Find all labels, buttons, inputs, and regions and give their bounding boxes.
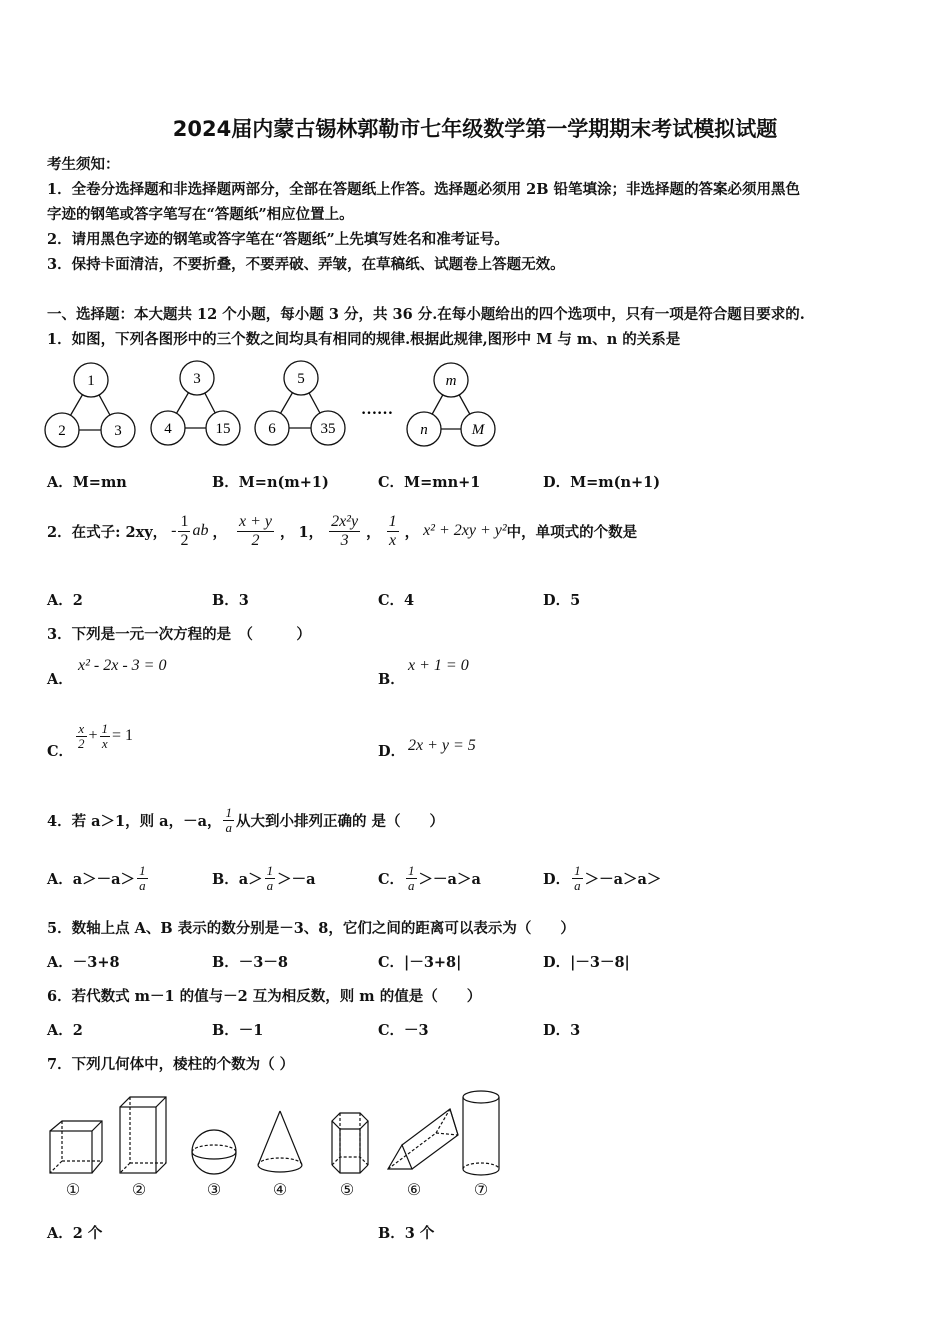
q4-option-c: [378, 856, 481, 900]
q7-solids-figure: [40, 1085, 520, 1203]
q2-expr5-den: x: [389, 531, 397, 549]
q1-fig1-top: 1: [87, 373, 95, 389]
q2-expr4-fraction: [329, 513, 360, 550]
q4-a-frac-num: 1: [139, 862, 146, 878]
q6-option-a: A．2: [47, 1022, 83, 1039]
q2-prefix: 2．在式子: 2xy，: [47, 523, 168, 541]
q6-option-d: D．3: [543, 1022, 581, 1039]
q4-d-fraction: [572, 864, 583, 893]
q1-figure-4: [407, 363, 495, 446]
q2-expr5-fraction: [387, 513, 399, 550]
q4-d-label: D．: [543, 870, 571, 888]
q3-c-frac2: [100, 722, 111, 751]
q1-option-c: C．M=mn+1: [378, 474, 481, 491]
q2-expr1-num: 1: [180, 512, 189, 530]
q2-stem: 2．在式子: 2xy， - $\frac{1}{2}$ ab ， $\frac{x + y}{2}$ ， 1， $\frac{\text{2x²y}}{3}$ ， $\frac{1}{x}$ ， x² + 2xy + y² 中，单项式的个数是: [47, 512, 638, 549]
solid-label-5: ⑤: [339, 1182, 355, 1199]
solid-label-2: ②: [131, 1182, 147, 1199]
q5-option-b: B．－3－8: [212, 954, 288, 971]
q2-expr6: x² + 2xy + y²: [423, 522, 507, 539]
q4-d-frac-num: 1: [574, 862, 581, 878]
q3-c-frac2-den: x: [101, 735, 108, 751]
q4-b-fraction: [265, 864, 276, 893]
q1-fig3-left: 6: [268, 421, 276, 437]
q3-c-frac1-den: 2: [78, 735, 85, 751]
q2-expr2-fraction: [237, 513, 274, 550]
q4-d-post: ＞－a＞a＞: [584, 870, 662, 888]
q1-figure-1: [45, 363, 135, 447]
q2-expr5-num: 1: [388, 512, 397, 530]
q3-c-frac2-num: 1: [101, 720, 109, 736]
q3-option-c-label: C．: [47, 743, 74, 760]
q4-c-post: ＞－a＞a: [418, 870, 481, 888]
sphere-shape: [192, 1130, 236, 1174]
q1-fig1-right: 3: [114, 423, 122, 439]
solid-label-4: ④: [272, 1182, 288, 1199]
notice-item-1-line-1: 1．全卷分选择题和非选择题两部分，全部在答题纸上作答。选择题必须用 2B 铅笔填涂；非选择题的答案必须用黑色: [47, 181, 801, 198]
q2-option-a: A．2: [47, 592, 83, 609]
q2-suffix: 中，单项式的个数是: [506, 523, 638, 541]
q4-b-pre: a＞: [238, 870, 263, 888]
q4-stem-frac-num: 1: [225, 804, 232, 820]
q1-fig2-left: 4: [164, 421, 172, 437]
q2-option-c: C．4: [378, 592, 415, 609]
notice-item-1-line-2: 字迹的钢笔或答字笔写在“答题纸”相应位置上。: [47, 206, 354, 223]
q1-stem: 1．如图，下列各图形中的三个数之间均具有相同的规律.根据此规律,图形中 M 与 m、n 的关系是: [47, 331, 681, 348]
q4-b-label: B．: [212, 870, 239, 888]
q2-expr2-den: 2: [251, 531, 260, 549]
cube-shape: [50, 1121, 102, 1173]
q1-fig3-top: 5: [297, 371, 305, 387]
notice-item-2: 2．请用黑色字迹的钢笔或答字笔在“答题纸”上先填写姓名和准考证号。: [47, 231, 509, 248]
solid-label-7: ⑦: [473, 1182, 489, 1199]
q1-fig4-left: n: [420, 422, 428, 438]
q4-a-fraction: [137, 864, 148, 893]
q1-fig1-left: 2: [58, 423, 66, 439]
q6-option-c: C．－3: [378, 1022, 429, 1039]
q4-stem-fraction: [223, 806, 234, 835]
q1-figure-2: [151, 361, 240, 445]
q4-option-a: [47, 856, 150, 900]
q2-option-d: D．5: [543, 592, 581, 609]
q3-c-tail: = 1: [112, 727, 134, 744]
q4-stem-b: 从大到小排列正确的 是（ ）: [235, 812, 445, 830]
q2-expr3: 1，: [298, 523, 324, 541]
q1-triangle-figures: [40, 358, 510, 454]
q3-c-frac1: [76, 722, 87, 751]
q3-option-b-label: B．: [378, 671, 405, 688]
q4-a-frac-den: a: [139, 877, 146, 893]
q4-option-b: [212, 856, 316, 900]
q1-option-d: D．M=m(n+1): [543, 474, 661, 491]
q3-option-b-expr: x + 1 = 0: [408, 657, 469, 674]
q7-option-b: B．3 个: [378, 1225, 435, 1242]
q4-c-label: C．: [378, 870, 405, 888]
notice-heading: 考生须知：: [47, 156, 120, 173]
cuboid-shape: [120, 1097, 166, 1173]
q4-a-pre: a＞－a＞: [72, 870, 136, 888]
q3-option-d-expr: 2x + y = 5: [408, 737, 476, 754]
q2-expr1-fraction: [178, 513, 190, 550]
q4-stem-frac-den: a: [225, 819, 232, 835]
cylinder-shape: [463, 1091, 499, 1175]
hexagonal-prism-shape: [332, 1113, 368, 1173]
q2-expr1-sign: -: [171, 522, 177, 539]
q1-fig2-right: 15: [215, 421, 231, 437]
q4-stem-a: 4．若 a＞1，则 a，－a，: [47, 812, 222, 830]
q7-stem: 7．下列几何体中，棱柱的个数为（ ）: [47, 1056, 295, 1073]
q4-b-frac-num: 1: [266, 862, 274, 878]
q4-stem: [47, 798, 444, 842]
q6-option-b: B．－1: [212, 1022, 264, 1039]
q2-expr4-num: 2x²y: [331, 512, 359, 530]
q3-stem: 3．下列是一元一次方程的是 （ ）: [47, 626, 311, 643]
q3-option-d-label: D．: [378, 743, 406, 760]
q1-option-a: A．M=mn: [47, 474, 127, 491]
q2-expr4-den: 3: [340, 531, 349, 549]
solid-label-6: ⑥: [406, 1182, 422, 1199]
page-title: 2024届内蒙古锡林郭勒市七年级数学第一学期期末考试模拟试题: [172, 117, 778, 141]
q4-option-d: [543, 856, 661, 900]
q5-option-d: D．|－3－8|: [543, 954, 630, 971]
q1-fig3-right: 35: [320, 421, 336, 437]
q4-c-fraction: [406, 864, 417, 893]
q1-fig4-right: M: [471, 422, 485, 438]
solid-label-1: ①: [65, 1182, 81, 1199]
q1-ellipsis: ……: [361, 401, 393, 418]
q1-figure-3: [255, 361, 345, 445]
q2-expr1-den: 2: [180, 531, 189, 549]
q5-stem: 5．数轴上点 A、B 表示的数分别是－3、8，它们之间的距离可以表示为（ ）: [47, 920, 575, 937]
q4-b-post: ＞－a: [277, 870, 316, 888]
q5-option-c: C．|－3+8|: [378, 954, 462, 971]
solid-label-3: ③: [206, 1182, 222, 1199]
q2-expr1-tail: ab: [192, 522, 209, 539]
cone-shape: [258, 1111, 302, 1172]
q4-a-label: A．: [47, 870, 73, 888]
q1-fig2-top: 3: [193, 371, 201, 387]
q3-option-a-label: A．: [47, 671, 73, 688]
section-heading: 一、选择题：本大题共 12 个小题，每小题 3 分，共 36 分.在每小题给出的四个选项中，只有一项是符合题目要求的.: [47, 306, 805, 323]
q2-expr2-num: x + y: [238, 512, 272, 530]
triangular-prism-shape: [388, 1109, 458, 1169]
q3-option-c-expr: [74, 714, 133, 758]
q7-option-a: A．2 个: [47, 1225, 103, 1242]
q1-option-b: B．M=n(m+1): [212, 474, 329, 491]
q4-c-frac-num: 1: [408, 862, 415, 878]
q2-option-b: B．3: [212, 592, 249, 609]
q6-stem: 6．若代数式 m－1 的值与－2 互为相反数，则 m 的值是（ ）: [47, 988, 482, 1005]
q3-c-frac1-num: x: [76, 722, 87, 737]
q4-b-frac-den: a: [266, 877, 274, 893]
q4-d-frac-den: a: [574, 877, 581, 893]
q3-option-a-expr: x² - 2x - 3 = 0: [78, 657, 167, 674]
q4-c-frac-den: a: [408, 877, 415, 893]
q5-option-a: A．－3+8: [47, 954, 120, 971]
notice-item-3: 3．保持卡面清洁，不要折叠，不要弄破、弄皱，在草稿纸、试题卷上答题无效。: [47, 256, 565, 273]
q1-fig4-top: m: [445, 373, 457, 389]
q3-c-plus: +: [88, 727, 98, 744]
